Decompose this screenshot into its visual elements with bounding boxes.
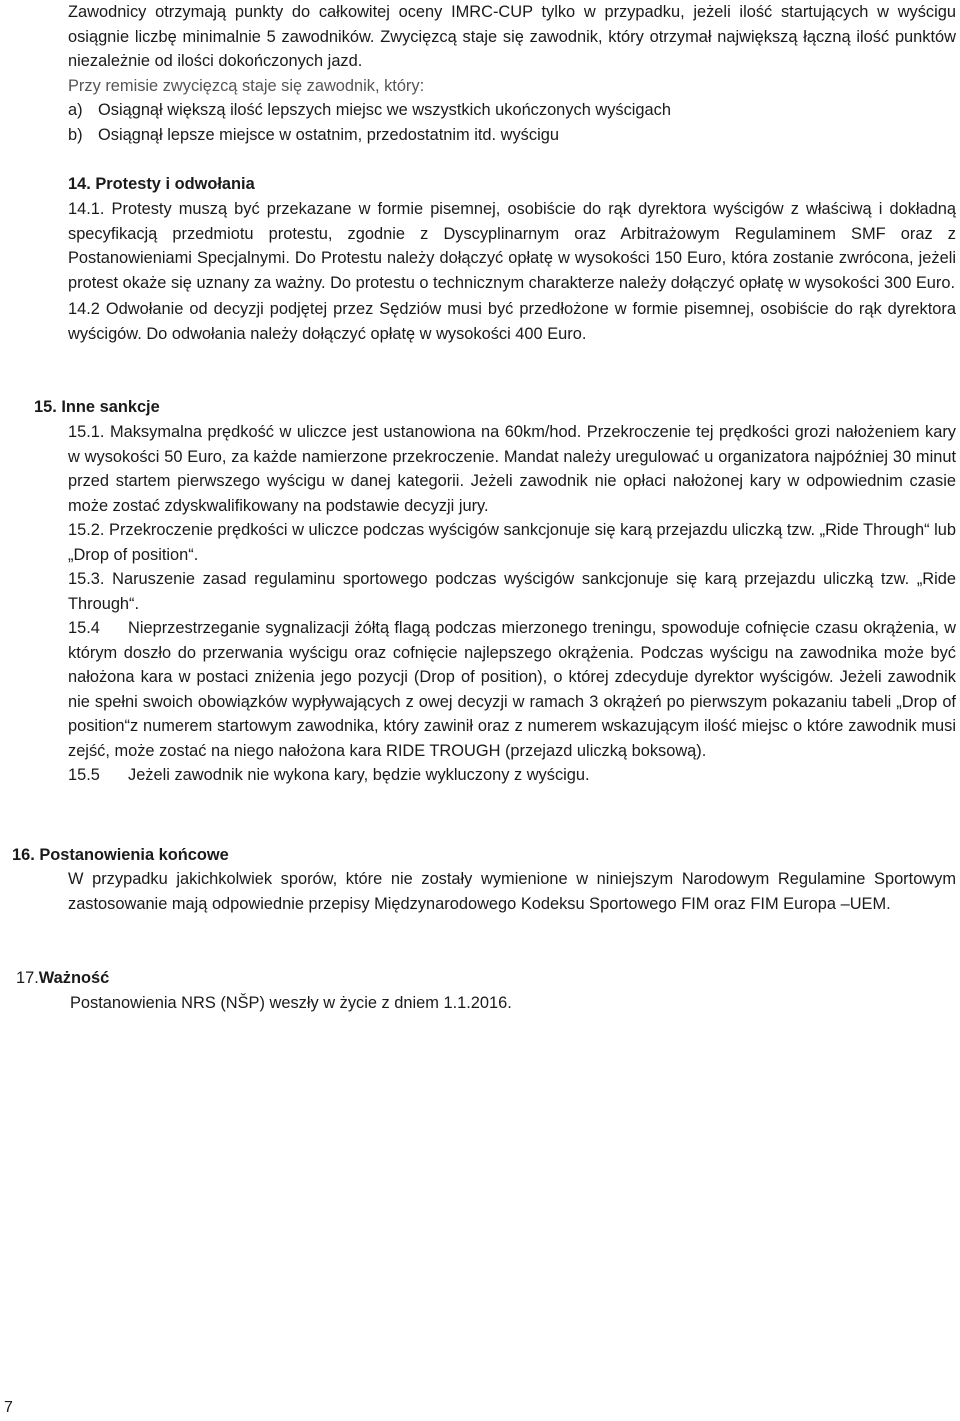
tie-rule-paragraph: Przy remisie zwycięzcą staje się zawodnik, który: xyxy=(68,76,425,95)
section-17-number: 17. xyxy=(16,969,39,987)
clause-number: 15.5 xyxy=(68,766,100,784)
pitlane-speed-paragraph: 15.1. Maksymalna prędkość w uliczce jest ustanowiona na 60km/hod. Przekroczenie tej prędkości grozi nałożeniem kary w wysokości 50 Euro, za każde namierzone przekroczenie. Mandat należy uregulować u organizatora najpóźniej 30 minut przed startem pierwszego wyścigu w danej kategorii. Jeżeli zawodnik nie opłaci nałożonej kary w odpowiednim czasie może zostać zdyskwalifikowany na podstawie decyzji jury. xyxy=(68,423,956,515)
intro-paragraph: Zawodnicy otrzymają punkty do całkowitej oceny IMRC-CUP tylko w przypadku, jeżeli ilość startujących w wyścigu osiągnie liczbę minimalnie 5 zawodników. Zwycięzcą staje się zawodnik, który otrzymał największą łączną ilość punktów niezależnie od ilości dokończonych jazd. xyxy=(68,3,956,70)
appeal-paragraph: 14.2 Odwołanie od decyzji podjętej przez Sędziów musi być przedłożone w formie pisemnej, osobiście do rąk dyrektora wyścigów. Do odwołania należy dołączyć opłatę w wysokości 400 Euro. xyxy=(68,300,956,343)
section-17-title: Ważność xyxy=(38,969,110,987)
rules-violation-paragraph: 15.3. Naruszenie zasad regulaminu sportowego podczas wyścigów sankcjonuje się karą przejazdu uliczką tzw. „Ride Through“. xyxy=(68,570,956,613)
section-17-heading xyxy=(16,966,109,991)
section-16-body xyxy=(68,867,956,916)
section-14-heading: 14. Protesty i odwołania xyxy=(68,175,255,193)
list-item-label: a) xyxy=(68,101,83,119)
page-number: 7 xyxy=(4,1399,13,1416)
speeding-penalty-paragraph: 15.2. Przekroczenie prędkości w uliczce podczas wyścigów sankcjonuje się karą przejazdu uliczką tzw. „Ride Through“ lub „Drop of position“. xyxy=(68,521,956,564)
section-14-body xyxy=(68,197,956,346)
section-15-body xyxy=(68,420,956,788)
yellow-flag-paragraph xyxy=(68,616,956,763)
list-item-label: b) xyxy=(68,125,83,144)
validity-paragraph: Postanowienia NRS (NŠP) weszły w życie z dniem 1.1.2016. xyxy=(70,994,512,1012)
list-item-text: Osiągnął większą ilość lepszych miejsc we wszystkich ukończonych wyścigach xyxy=(98,101,671,119)
clause-text: Jeżeli zawodnik nie wykona kary, będzie wykluczony z wyścigu. xyxy=(128,766,590,784)
final-provisions-paragraph: W przypadku jakichkolwiek sporów, które nie zostały wymienione w niniejszym Narodowym Regulamine Sportowym zastosowanie mają odpowiednie przepisy Międzynarodowego Kodeksu Sportowego FIM oraz FIM Europa –UEM. xyxy=(68,870,956,913)
clause-text: Nieprzestrzeganie sygnalizacji żółtą flagą podczas mierzonego treningu, spowoduje cofnięcie czasu okrążenia, w którym doszło do przerwania wyścigu oraz cofnięcie najlepszego okrążenia. Podczas wyścigu na zawodnika może być nałożona kara w postaci zniżenia jego pozycji (Drop of position), o której zdecyduje dyrektor wyścigów. Jeżeli zawodnik nie spełni swoich obowiązków wypływających z owej decyzji w ramach 3 okrążeń po pierwszym pokazaniu tabeli „Drop of position“z numerem startowym zawodnika, który zawinił oraz z numerem wskazującym ilość miejsc o które zawodnik musi zejść, może zostać na niego nałożona kara RIDE TROUGH (przejazd uliczką boksową). xyxy=(68,619,956,760)
exclusion-paragraph xyxy=(68,763,956,788)
protest-paragraph: 14.1. Protesty muszą być przekazane w formie pisemnej, osobiście do rąk dyrektora wyścigów z właściwą i dokładną specyfikacją przedmiotu protestu, zgodnie z Dyscyplinarnym oraz Arbitrażowym Regulaminem SMF oraz z Postanowieniami Specjalnymi. Do Protestu należy dołączyć opłatę w wysokości 150 Euro, która zostanie zwrócona, jeżeli protest okaże się uznany za ważny. Do protestu o technicznym charakterze należy dołączyć opłatę w wysokości 300 Euro. xyxy=(68,200,956,292)
clause-number: 15.4 xyxy=(68,619,100,637)
section-16-heading: 16. Postanowienia końcowe xyxy=(12,846,229,864)
section-15-heading: 15. Inne sankcje xyxy=(34,398,160,416)
intro-section xyxy=(68,0,956,147)
list-item xyxy=(68,123,956,148)
list-item-text: Osiągnął lepsze miejsce w ostatnim, przedostatnim itd. wyścigu xyxy=(98,125,559,144)
section-17-body xyxy=(70,991,958,1016)
list-item xyxy=(68,98,956,123)
